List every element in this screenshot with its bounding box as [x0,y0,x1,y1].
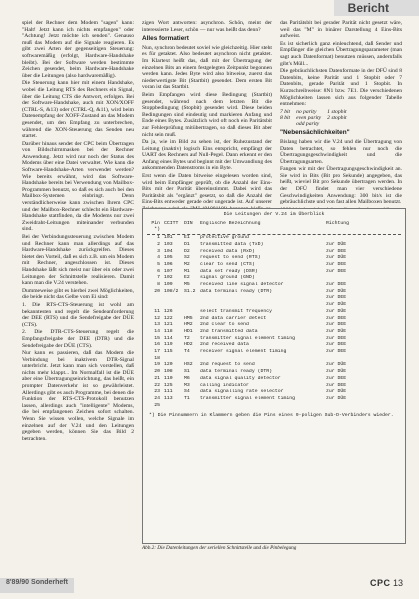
column-2 [142,20,272,220]
table-cell: 8 bit [280,114,291,121]
col3-para: Die gebräuchlichsten Datenformate in der DFÜ sind 8 Datenbits, keine Parität und 1 Stopbit oder 7 Datenbits, gerade Parität und 1 Stopbit. In Kurzschreibweise: 8N1 bzw. 7E1. Die verschiedenen Möglichkeiten lassen sich aus folgender Tabelle entnehmen: [280,68,402,108]
ccitt-cell: 119 [164,342,173,348]
signal-name-cell: signal ground (GND) [200,275,255,281]
ccitt-cell: 113 [164,395,173,401]
subheading-alles-formatiert: Alles formatiert [142,35,189,43]
din-cell: M6 [184,375,190,381]
signal-name-cell [200,295,326,302]
v24-pinout-figure [142,208,406,544]
ccitt-cell: 109 [164,282,173,288]
table-row [147,235,401,242]
ccitt-cell: 108/2 [164,288,179,294]
direction-cell: zur DÜE [326,308,347,314]
table-cell: even parity [296,114,322,121]
din-cell [184,403,200,410]
pin-cell: 11 [154,308,160,314]
din-cell: E1 [184,235,190,241]
table-cell: no parity [296,108,317,115]
ccitt-cell: 114 [164,335,173,341]
signal-name-cell: data signal quality detector [200,375,281,381]
signal-name-cell: transmitter signal element timing [200,335,295,341]
figure-title: Die Leitungen der V.24 im Überblick [223,212,325,217]
col1-para: Die Steuerung kann hier mit einem Handshake, wobei die Leitung RTS des Rechners ein Signal, über die Leitung CTS die Antwort, erfolgen. Bei der Software-Handshake, auch mit XON/XOFF (CTRL-S, &13) oder (CTRL-Q, &11), wird beim Datenempfang der XOFF-Zustand an das Modem gesendet, um den Empfang zu unterbrechen, während die XON-Steuerung das Senden neu startet. [22,80,134,140]
pin-cell: 5 [157,261,160,267]
pin-cell [147,295,164,302]
din-cell [184,302,200,309]
ccitt-cell: 103 [164,241,173,247]
pin-cell: 21 [154,375,160,381]
signal-name-cell: request to send (RTS) [200,255,261,261]
header-direction: Richtung [326,220,350,226]
header-ccitt: CCITT [164,220,179,226]
header-din: DIN [184,220,193,226]
ccitt-cell: 102 [164,275,173,281]
din-cell: HM2 [184,322,193,328]
din-cell: S2 [184,255,190,261]
din-cell: HM5 [184,315,193,321]
table-row [147,309,401,316]
col1-para: 1. Die RTS-CTS-Steuerung ist wohl am bekanntesten und regelt die Sendeanforderung der DEE (RTS) und die Sendefreigabe der DÜE (CTS). [22,301,134,328]
footer-page [370,578,403,588]
pin-cell: 3 [157,248,160,254]
ccitt-cell: 107 [164,268,173,274]
pin-cell: 1 [157,235,160,241]
ccitt-cell: 120 [164,362,173,368]
direction-cell: zur DEE [326,382,347,388]
signal-name-cell: receiver signal element timing [200,349,287,355]
din-cell: HD1 [184,328,193,334]
direction-cell: zur DÜE [326,395,347,401]
pin-cell: 7 [157,275,160,281]
figure-header-row [147,221,401,234]
col1-para: spiel der Rechner dem Modem "sagen" kann: "Halt! Jetzt kann ich nichts empfangen" oder "Achtung! Jetzt möchte ich senden". Genauso muß das Modem auf die Signale reagieren. Es gibt zwei Arten der gegenseitigen Steuerung: softwaremäßig (erfolgt, Hardware-Handshake bleibt). Bei der Software werden bestimmte Zeichen gesendet, beim Hardware-Handshake über die Leitungen (also hardwaremäßig). [22,20,134,79]
ccitt-cell: 122 [164,315,173,321]
pin-cell: 12 [154,315,160,321]
signal-name-cell: 2nd request to send [200,362,255,368]
col2-para: Da ja, wie im Bild zu sehen ist, der Ruhezustand der Leitung (inaktiv) logisch Eins entspricht, empfängt der UART des Rechners auf Null-Pegel. Dann erkennt er den Anfang eines Bytes und beginnt mit der Umwandlung des ankommenden Datenstroms in ein Byte. [142,139,272,172]
subheading-nebensaechlichkeiten: "Nebensächlichkeiten" [280,129,350,137]
din-cell: M1 [184,268,190,274]
direction-cell: zur DEE [326,342,347,348]
pin-cell: 6 [157,268,160,274]
signal-name-cell: transmitted data (TxD) [200,241,264,247]
din-cell [184,309,200,316]
direction-cell: zur DÜE [326,369,347,375]
direction-cell: zur DEE [326,315,347,321]
ccitt-cell [164,302,184,309]
column-1 [22,20,134,593]
col2-intro: zigen Wort antworten: asynchron. Schön, meint der interessierte Leser, schön — nur was heißt das denn? [142,20,272,33]
pin-cell: 4 [157,255,160,261]
direction-cell: zur DÜE [326,255,347,261]
table-row [147,289,401,296]
figure-caption: Abb.2: Die Datenleitungen der seriellen Schnittstelle und die Pinbelegung [142,545,297,551]
ccitt-cell: 125 [164,382,173,388]
pin-cell: 25 [154,402,160,408]
table-cell [280,121,296,127]
col2-para: Beim Empfangen wird diese Bedingung (Startbit) gesendet, während nach dem letzten Bit die Stoppbedingung (Stopbit) gesendet wird. Diese beiden Bedingungen sind eindeutig und markieren Anfang und Ende eines Bytes. Zusätzlich wird oft noch ein Paritätsbit zur Fehlerprüfung mitübertragen, so daß dieses Bit aber nicht sein muß. [142,91,272,138]
ccitt-cell: 106 [164,261,173,267]
signal-name-cell [200,302,326,309]
table-row [147,322,401,329]
table-row [147,376,401,383]
pin-cell: 14 [154,328,160,334]
ccitt-cell: 118 [164,328,173,334]
table-cell: 7 bit [280,108,291,115]
table-row [147,295,401,302]
col1-para: Nur kann es passieren, daß das Modem die Verbindung bei inaktivem DTR-Signal unterbricht. Jetzt kann man sich vorstellen, daß nichts mehr klappt... Im Normalfall ist die DÜE aber eine Übertragungseinrichtung, das heißt, ein prompter Datenverkehr ist so gewährleistet. Allerdings gibt es auch Programme, bei denen die Funktion der RTS-CTS-Protokoll benutzen lassen, allerdings auch "intelligente" Modems, die bei empfangenen Zeichen sofort schalten. Wenn Sie wissen wollen, welche Signale im einzelnen auf der V.24 und den Leitungen gegeben werden, können Sie das Bild 2 betrachten. [22,350,134,442]
direction-cell: zur DEE [326,295,347,301]
table-cell [327,121,352,127]
col3-para: Bislang haben wir die V.24 und die Übertragung von Daten betrachtet, so fehlen nur noch die Übertragungsgeschwindigkeit und die Übertragungsarten. [280,138,402,165]
col1-para: Dummeweise gibt es hierbei zwei Möglichkeiten, die beide nicht das Gelbe vom Ei sind: [22,287,134,301]
table-row [147,282,401,289]
section-title: Bericht [334,0,419,16]
direction-cell: zur DÜE [326,302,347,308]
direction-cell: zur DEE [326,248,347,254]
table-row [147,369,401,376]
direction-cell: zur DÜE [326,241,347,247]
pin-cell: 15 [154,335,160,341]
table-cell: 1 stopbit [327,108,347,115]
col1-para: Bei der Verbindungssteuerung zwischen Modem und Rechner kann man allerdings auf das Hardware-Handshake zurückgreifen. Dieses bietet den Vorteil, daß es sich z.B. um ein Modem mit Rechner, angeschlossen ist. Dieses Handshake läßt sich meist nur über ein oder zwei Leitungen der Schnittstelle realisieren. Damit kann man die V.24 verstehen. [22,234,134,287]
col3-para: Es ist sicherlich ganz einleuchtend, daß Sender und Empfänger die gleichen Übertragungsparameter (man sagt auch Datenformat) benutzen müssen, andernfalls gibt's Müll... [280,40,402,67]
col3-para: das Paritätsbit bei gerader Parität nicht gesetzt wäre, weil das "M" in binärer Darstellung 4 Eins-Bits aufweist. [280,20,402,40]
signal-name-cell: data set ready (DSR) [200,268,258,274]
table-row [147,262,401,269]
header-english: Englische Bezeichnung [200,220,261,226]
direction-cell: zur DEE [326,261,347,267]
ccitt-cell: 115 [164,349,173,355]
direction-cell: zur DEE [326,375,347,381]
ccitt-cell [164,403,184,410]
figure-footnote: *) Die Pinnummern in Klammern geben die Pins eines 9-poligen Sub-D-Verbinders wieder. [149,413,394,419]
direction-cell: zur DÜE [326,328,347,334]
footer-issue: 8'89/90 Sonderheft [0,578,74,593]
din-cell: HD2 [184,342,193,348]
direction-cell [326,403,392,410]
din-cell: HS2 [184,362,193,368]
table-cell: 2 stopbit [327,114,347,121]
table-row [147,349,401,356]
table-row [147,396,401,403]
din-cell: M3 [184,382,190,388]
direction-cell: zur DEE [326,335,347,341]
signal-name-cell [200,356,326,363]
signal-name-cell: received line signal detector [200,282,284,288]
signal-name-cell: 2nd received data [200,342,249,348]
direction-cell: zur DÜE [326,288,347,294]
din-cell: S1 [184,369,190,375]
din-cell: D1 [184,241,190,247]
ccitt-cell: 121 [164,322,173,328]
signal-name-cell: calling indicator [200,382,249,388]
pin-cell: 18 [154,355,160,361]
col1-para: 2. Die DTR-CTS-Steuerung regelt die Empfangsfreigabe der DEE (DTR) und die Sendefreigabe der DÜE (CTS). [22,329,134,349]
table-row [147,329,401,336]
signal-name-cell: data terminal ready (DTR) [200,288,272,294]
signal-name-cell: select transmit frequency [200,308,272,314]
signal-name-cell: 2nd transmitted data [200,328,258,334]
din-cell: T1 [184,395,190,401]
ccitt-cell: 104 [164,248,173,254]
direction-cell: zur DEE [326,268,347,274]
page-number: 13 [392,578,403,588]
pin-cell: 13 [154,322,160,328]
din-cell: T2 [184,335,190,341]
direction-cell: zur DEE [326,349,347,355]
pin-cell: 20 [154,369,160,375]
figure-rows [143,235,405,409]
direction-cell: zur DÜE [326,389,347,395]
ccitt-cell: 110 [164,375,173,381]
table-row [280,121,353,127]
din-cell: S1.2 [184,288,196,294]
ccitt-cell: 101 [164,235,173,241]
pin-cell [147,302,164,309]
table-row [147,389,401,396]
pin-cell: 23 [154,389,160,395]
din-cell [184,295,200,302]
table-row [147,302,401,309]
table-row [147,242,401,249]
pin-cell: 8 [157,282,160,288]
direction-cell: zur DÜE [326,362,347,368]
din-cell: S4 [184,389,190,395]
din-cell: M2 [184,261,190,267]
table-row [147,403,401,410]
signal-name-cell: received data (RxD) [200,248,255,254]
data-format-table [280,109,353,128]
ccitt-cell: 111 [164,389,173,395]
direction-cell: zur DEE [326,322,347,328]
table-cell: odd parity [296,121,320,128]
signal-name-cell: protective ground [200,235,249,241]
header-bar [0,0,419,16]
col3-para: Fangen wir mit der Übertragungsgeschwindigkeit an. Sie wird in Bits (Bit pro Sekunde) angegeben, das heißt, wieviel Bit pro Sekunde übertragen werden. In der DFÜ findet man vier verschiedene Geschwindigkeiten Anwendung: 300 bit/s ist die gebräuchlichste und von fast allen Mailboxen benutzt. [280,166,402,206]
direction-cell: zur DEE [326,282,347,288]
footer-brand: CPC [369,578,391,588]
signal-name-cell [200,403,326,410]
signal-name-cell: 2nd data carrier detect [200,315,267,321]
pin-cell: 20 [154,288,160,294]
signal-name-cell: 2nd clear to send [200,322,249,328]
pin-cell: 16 [154,342,160,348]
col2-para: Nun, synchron bedeutet soviel wie gleichzeitig. Hier steht es für getaktet. Also bedeutet asynchron nicht getaktet. Im Klartext heißt das, daß mit der Übertragung der einzelnen Bits an einem festgelegten Zeitpunkt begonnen werden kann. Jedes Byte wird also bitweise, zuerst das niederwertigste Bit (Startbit) gesendet. Dem ersten Bit voran ist das Startbit. [142,44,272,91]
pin-cell: 17 [154,349,160,355]
din-cell: T4 [184,349,190,355]
pin-cell: 2 [157,241,160,247]
col2-para: Erst wenn die Daten bitweise eingelesen worden sind, wird beim Empfänger geprüft, ob die Anzahl der Eins-Bits mit der Parität übereinstimmt. Dabei wird das Paritätsbit als "ergänzt" gesetzt, so daß die Anzahl der Eins-Bits entweder gerade oder ungerade ist. Auf unserer [142,173,272,206]
signal-name-cell: data signalling rate selector [200,389,284,395]
pin-cell: 19 [154,362,160,368]
pin-cell: 22 [154,382,160,388]
din-cell: M5 [184,282,190,288]
header-pin: Pin *) [151,220,160,233]
signal-name-cell: transmitter signal element timing [200,395,295,401]
pin-cell: 24 [154,395,160,401]
signal-name-cell: clear to send (CTS) [200,261,255,267]
ccitt-cell: 108 [164,369,173,375]
col1-para: Darüber hinaus sendet der CPC beim Übertragen von Bildschirmmasken bei der Rechner Anwendung. Jetzt wird nur noch der Status des Modems über eine Datei verwaltet. Wie kann die Software-Handshake-Arten verwendet werden? Wie bereits erwähnt, wird das Software-Handshake bereits bei Verwendung von Mailbox-Programmen benutzt, so daß es sich auch bei den Mailbox-Systemen einbringt. Denn verständlicherweise kann zwischen Ihrem CPC und der Mailbox-Rechner schlecht ein Hardware-Handshake stattfinden, da die Modems nur zwei Zweidraht-Leitungen miteinander verbunden sind. [22,140,134,233]
table-row [147,255,401,262]
direction-cell [326,235,392,242]
ccitt-cell [164,295,184,302]
din-cell: E2 [184,275,190,281]
ccitt-cell: 126 [164,308,173,314]
ccitt-cell: 105 [164,255,173,261]
din-cell: D2 [184,248,190,254]
signal-name-cell: data terminal ready (DTR) [200,369,272,375]
